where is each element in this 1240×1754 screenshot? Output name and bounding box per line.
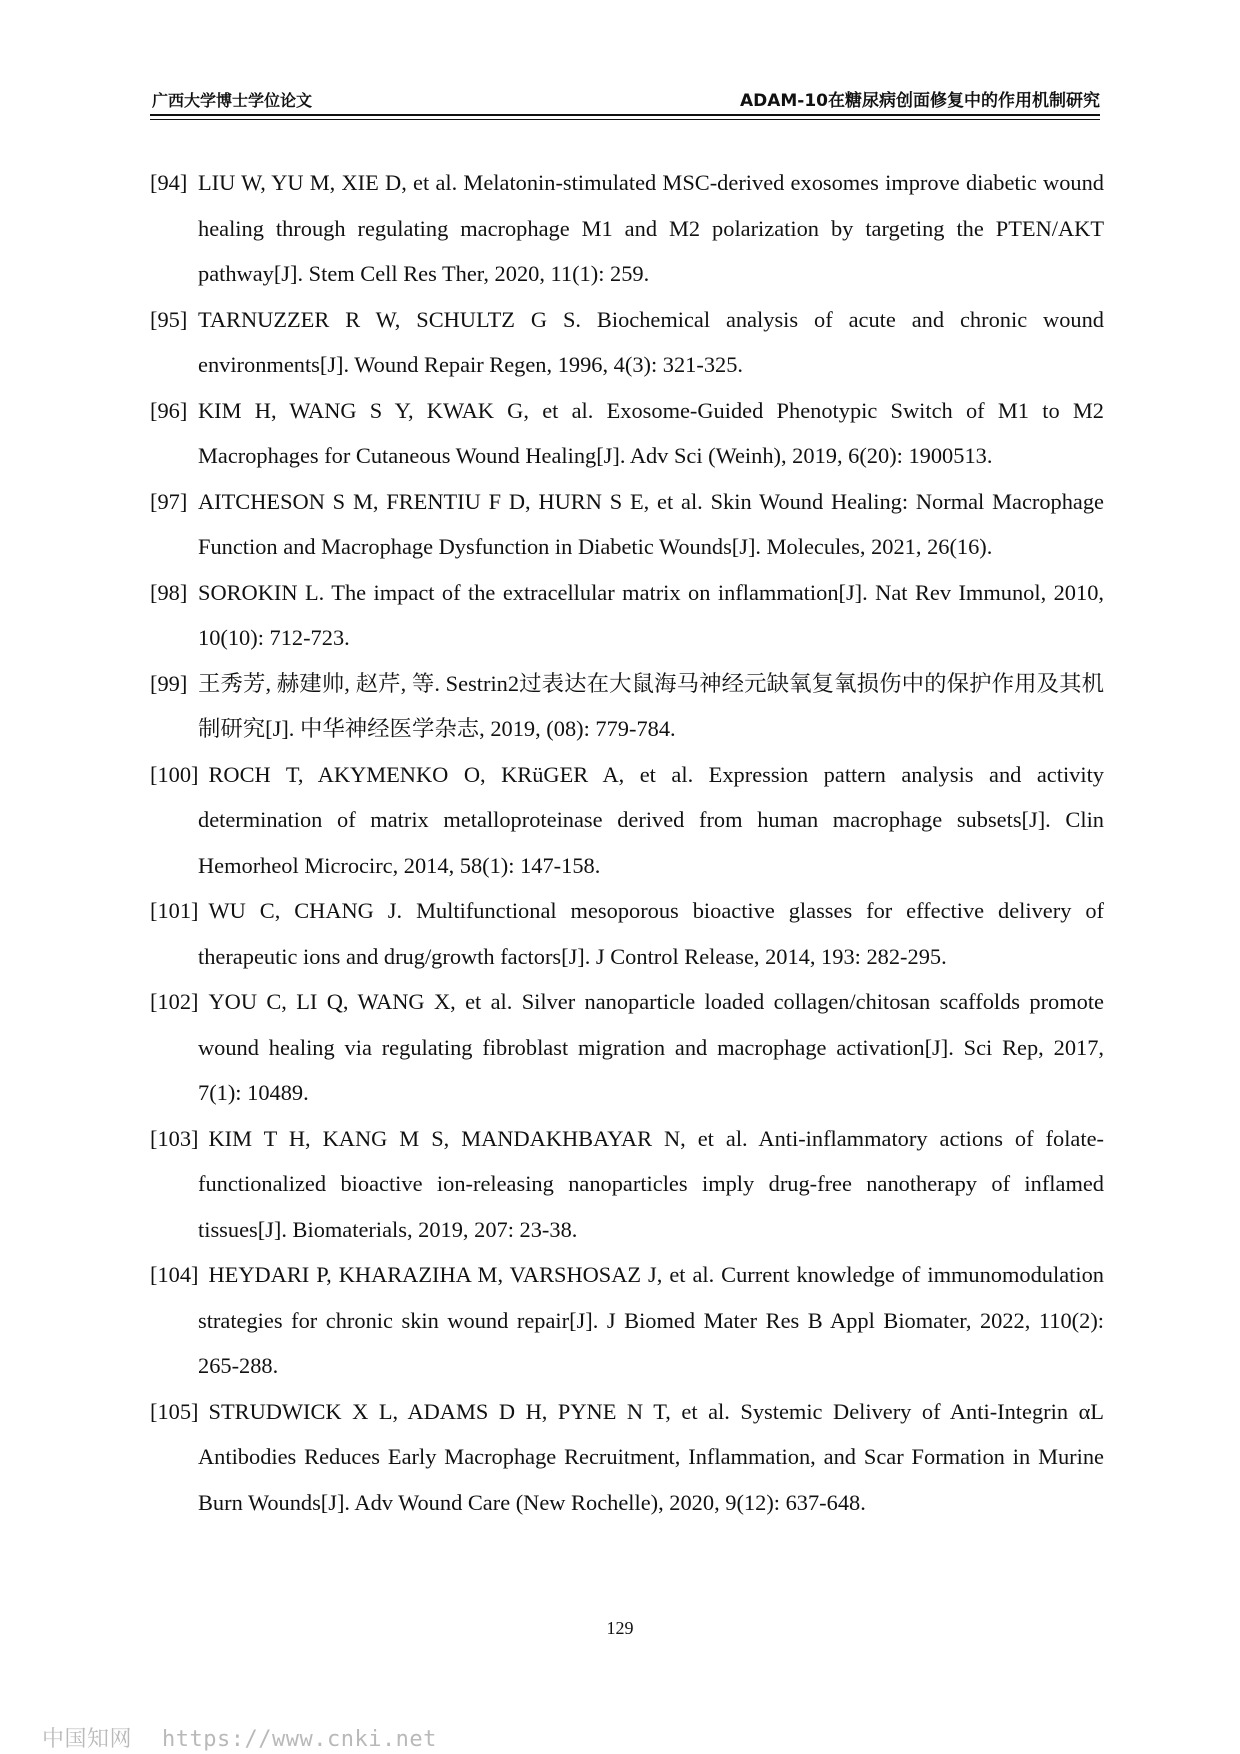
reference-item [150,570,1104,661]
reference-number: [104] [150,1262,199,1287]
reference-number: [99] [150,670,188,696]
reference-number: [97] [150,488,188,514]
reference-number: [102] [150,989,199,1014]
reference-text: WU C, CHANG J. Multifunctional mesoporous bioactive glasses for effective delivery of therapeutic ions and drug/growth factors[J]. J Control Release, 2014, 193: 282-295. [198,898,1104,969]
watermark-url: https://www.cnki.net [162,1727,437,1752]
reference-text: HEYDARI P, KHARAZIHA M, VARSHOSAZ J, et al. Current knowledge of immunomodulation strategies for chronic skin wound repair[J]. J Biomed Mater Res B Appl Biomater, 2022, 110(2): 265-288. [198,1262,1104,1378]
reference-item [150,1252,1104,1389]
header-thesis-title: ADAM-10在糖尿病创面修复中的作用机制研究 [739,91,1100,111]
reference-item [150,160,1104,297]
reference-item [150,752,1104,889]
reference-item [150,1116,1104,1253]
running-header [150,88,1100,116]
page-number: 129 [606,1618,634,1638]
reference-number: [105] [150,1398,199,1424]
reference-text: KIM T H, KANG M S, MANDAKHBAYAR N, et al. Anti-inflammatory actions of folate-functionalized bioactive ion-releasing nanoparticles imply drug-free nanotherapy of inflamed tissues[J]. Biomaterials, 2019, 207: 23-38. [198,1125,1104,1242]
reference-text: YOU C, LI Q, WANG X, et al. Silver nanoparticle loaded collagen/chitosan scaffolds promote wound healing via regulating fibroblast migration and macrophage activation[J]. Sci Rep, 2017, 7(1): 10489. [198,989,1104,1105]
reference-list [150,160,1104,1525]
reference-number: [94] [150,170,188,195]
reference-item [150,388,1104,479]
reference-number: [98] [150,579,188,605]
reference-text: TARNUZZER R W, SCHULTZ G S. Biochemical analysis of acute and chronic wound environments[J]. Wound Repair Regen, 1996, 4(3): 321-325. [198,306,1104,377]
reference-text: LIU W, YU M, XIE D, et al. Melatonin-stimulated MSC-derived exosomes improve diabetic wound healing through regulating macrophage M1 and M2 polarization by targeting the PTEN/AKT pathway[J]. Stem Cell Res Ther, 2020, 11(1): 259. [198,170,1104,286]
reference-text: 王秀芳, 赫建帅, 赵芹, 等. Sestrin2过表达在大鼠海马神经元缺氧复氧损伤中的保护作用及其机制研究[J]. 中华神经医学杂志, 2019, (08): 779-784. [198,670,1104,741]
watermark-site-name: 中国知网 [42,1727,133,1752]
header-thesis-type: 广西大学博士学位论文 [152,91,313,110]
reference-item [150,297,1104,388]
reference-item [150,979,1104,1116]
reference-text: AITCHESON S M, FRENTIU F D, HURN S E, et al. Skin Wound Healing: Normal Macrophage Function and Macrophage Dysfunction in Diabetic Wounds[J]. Molecules, 2021, 26(16). [198,488,1104,559]
reference-number: [100] [150,761,199,787]
reference-item [150,661,1104,752]
reference-item [150,479,1104,570]
reference-number: [95] [150,306,188,332]
reference-item [150,1389,1104,1526]
reference-number: [96] [150,397,188,423]
reference-number: [103] [150,1125,199,1151]
cnki-watermark [42,1722,437,1753]
reference-item [150,888,1104,979]
reference-number: [101] [150,898,199,923]
reference-text: SOROKIN L. The impact of the extracellular matrix on inflammation[J]. Nat Rev Immunol, 2010, 10(10): 712-723. [198,579,1104,650]
reference-text: ROCH T, AKYMENKO O, KRüGER A, et al. Expression pattern analysis and activity determination of matrix metalloproteinase derived from human macrophage subsets[J]. Clin Hemorheol Microcirc, 2014, 58(1): 147-158. [198,761,1104,878]
reference-text: STRUDWICK X L, ADAMS D H, PYNE N T, et al. Systemic Delivery of Anti-Integrin αL Antibodies Reduces Early Macrophage Recruitment, Inflammation, and Scar Formation in Murine Burn Wounds[J]. Adv Wound Care (New Rochelle), 2020, 9(12): 637-648. [198,1398,1104,1515]
reference-text: KIM H, WANG S Y, KWAK G, et al. Exosome-Guided Phenotypic Switch of M1 to M2 Macrophages for Cutaneous Wound Healing[J]. Adv Sci (Weinh), 2019, 6(20): 1900513. [198,397,1104,468]
